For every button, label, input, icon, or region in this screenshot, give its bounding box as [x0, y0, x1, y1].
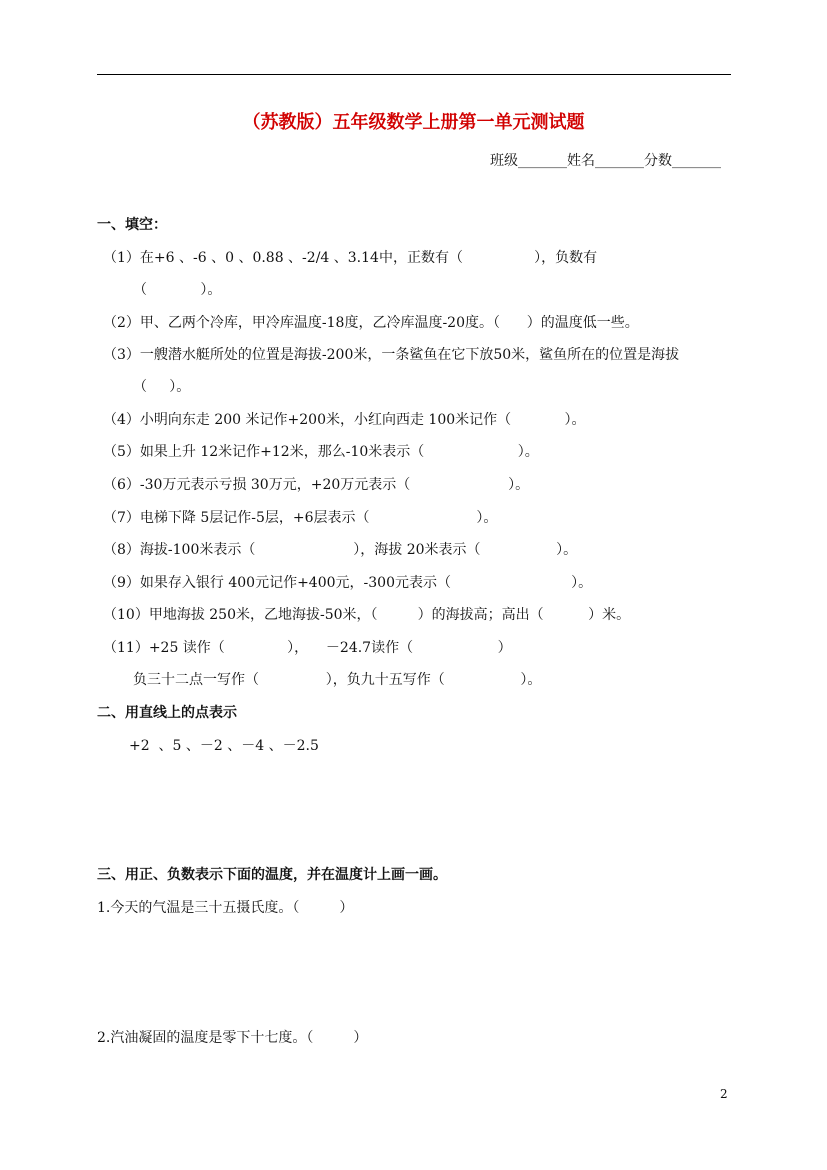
question-3-line-2: （ ）。: [133, 379, 191, 395]
question-1-line-2: （ ）。: [133, 282, 222, 298]
section3-question-1: 1.今天的气温是三十五摄氏度。（ ）: [97, 900, 354, 916]
header-rule: [97, 74, 731, 75]
question-5: （5）如果上升 12米记作+12米，那么-10米表示（ ）。: [103, 444, 539, 460]
section2-numbers: +2 、5 、－2 、－4 、－2.5: [129, 738, 319, 754]
question-9: （9）如果存入银行 400元记作+400元，-300元表示（ ）。: [103, 575, 593, 591]
section3-question-2: 2.汽油凝固的温度是零下十七度。（ ）: [97, 1030, 368, 1046]
section1-heading: 一、填空：: [97, 217, 167, 233]
question-6: （6）-30万元表示亏损 30万元，+20万元表示（ ）。: [103, 477, 530, 493]
student-info-line: 班级_______姓名_______分数_______: [490, 153, 721, 169]
question-8: （8）海拔-100米表示（ ），海拔 20米表示（ ）。: [103, 542, 578, 558]
question-4: （4）小明向东走 200 米记作+200米，小红向西走 100米记作（ ）。: [103, 412, 586, 428]
question-7: （7）电梯下降 5层记作-5层，+6层表示（ ）。: [103, 510, 498, 526]
section2-heading: 二、用直线上的点表示: [97, 705, 237, 721]
document-title: （苏教版）五年级数学上册第一单元测试题: [242, 112, 585, 133]
page-number: 2: [720, 1087, 728, 1101]
question-10: （10）甲地海拔 250米，乙地海拔-50米，（ ）的海拔高；高出（ ）米。: [103, 607, 631, 623]
question-2: （2）甲、乙两个冷库，甲冷库温度-18度，乙冷库温度-20度。（ ）的温度低一些。: [103, 315, 639, 331]
section3-heading: 三、用正、负数表示下面的温度，并在温度计上画一画。: [97, 867, 447, 883]
question-1-line-1: （1）在+6 、-6 、0 、0.88 、-2/4 、3.14中，正数有（ ），负数有: [103, 250, 598, 266]
question-3-line-1: （3）一艘潜水艇所处的位置是海拔-200米，一条鲨鱼在它下放50米，鲨鱼所在的位置是海拔: [103, 347, 680, 363]
question-11-line-2: 负三十二点一写作（ ），负九十五写作（ ）。: [133, 672, 542, 688]
question-11-line-1: （11）+25 读作（ ）， －24.7读作（ ）: [103, 640, 512, 656]
